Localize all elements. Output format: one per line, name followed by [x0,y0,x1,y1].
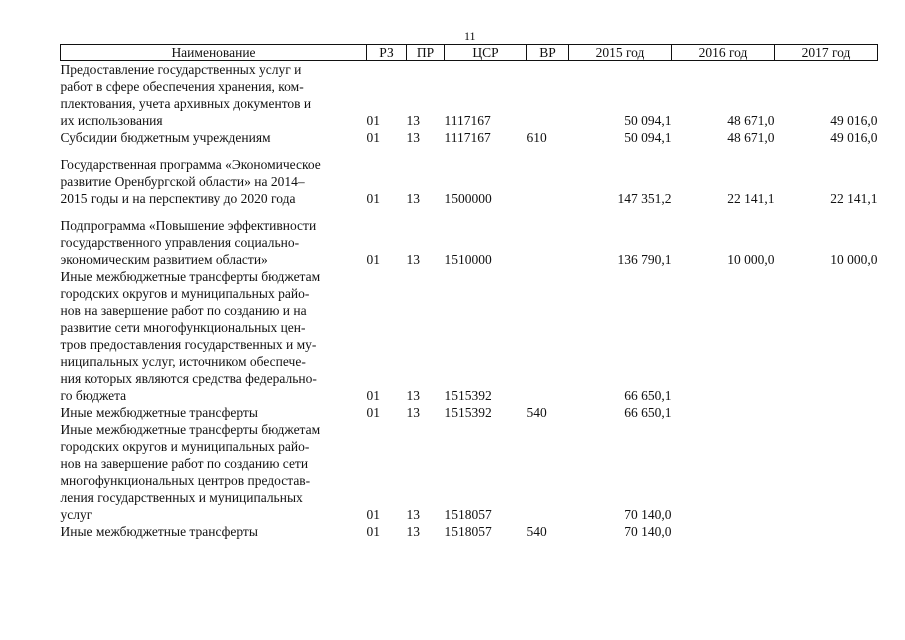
header-name: Наименование [61,45,367,61]
row-y2016 [672,421,775,523]
row-y2017: 10 000,0 [830,252,878,267]
table-row [61,523,878,540]
table-row [61,61,878,130]
header-2015: 2015 год [569,45,672,61]
row-name [61,61,367,130]
row-vr [527,268,569,404]
row-name-line: их использования [60,113,163,128]
row-y2017 [775,523,878,540]
table-header-row [61,45,878,61]
row-name-line: государственного управления социально- [60,235,300,250]
row-y2015: 50 094,1 [624,113,672,128]
row-rz: 01 [366,130,380,145]
row-pr: 13 [406,130,420,145]
row-name-line: 2015 годы и на перспективу до 2020 года [60,191,296,206]
row-name [61,146,367,207]
table-row [61,146,878,207]
header-pr: ПР [407,45,445,61]
row-name [61,404,367,421]
row-y2015: 147 351,2 [617,191,672,206]
row-y2016 [672,404,775,421]
row-name-line: нов на завершение работ по созданию сети [60,456,309,471]
table-row [61,268,878,404]
row-rz: 01 [366,388,380,403]
row-rz: 01 [366,405,380,420]
row-csr: 1515392 [444,388,492,403]
row-vr: 540 [526,524,547,539]
row-vr [527,207,569,268]
table-row [61,207,878,268]
row-name-line: Иные межбюджетные трансферты бюджетам [60,269,321,284]
header-2016: 2016 год [672,45,775,61]
row-vr [527,421,569,523]
row-y2017: 49 016,0 [830,113,878,128]
budget-table [60,44,878,540]
row-name-line: плектования, учета архивных документов и [60,96,312,111]
row-name-line: го бюджета [60,388,127,403]
header-rz: РЗ [367,45,407,61]
row-name-line: Иные межбюджетные трансферты бюджетам [60,422,321,437]
row-y2016: 48 671,0 [727,130,775,145]
row-pr: 13 [406,405,420,420]
row-name [61,523,367,540]
row-csr: 1117167 [444,130,491,145]
row-rz: 01 [366,113,380,128]
table-body [61,61,878,541]
row-name-line: Подпрограмма «Повышение эффективности [60,218,317,233]
row-y2015: 66 650,1 [624,405,672,420]
row-name-line: развитие сети многофункциональных цен- [60,320,306,335]
page-number: 11 [464,29,476,43]
header-2017: 2017 год [775,45,878,61]
table-row [61,404,878,421]
row-pr: 13 [406,252,420,267]
row-name-line: городских округов и муниципальных райо- [60,439,310,454]
row-name [61,207,367,268]
row-name [61,421,367,523]
row-y2015: 66 650,1 [624,388,672,403]
row-pr: 13 [406,388,420,403]
row-vr [527,61,569,130]
row-rz: 01 [366,252,380,267]
row-name-line: Субсидии бюджетным учреждениям [60,130,271,145]
row-name [61,268,367,404]
header-vr: ВР [527,45,569,61]
row-name-line: ния которых являются средства федерально- [60,371,317,386]
row-y2015: 50 094,1 [624,130,672,145]
row-name-line: Иные межбюджетные трансферты [60,405,258,420]
row-vr: 610 [526,130,547,145]
row-name-line: ления государственных и муниципальных [60,490,303,505]
row-name-line: многофункциональных центров предостав- [60,473,311,488]
row-y2017 [775,268,878,404]
row-y2015: 70 140,0 [624,524,672,539]
row-name-line: городских округов и муниципальных райо- [60,286,310,301]
row-y2015: 70 140,0 [624,507,672,522]
row-csr: 1510000 [444,252,492,267]
row-name [61,129,367,146]
table-row [61,421,878,523]
row-rz: 01 [366,507,380,522]
row-vr [527,146,569,207]
row-name-line: Государственная программа «Экономическое [60,157,321,172]
row-y2015: 136 790,1 [617,252,672,267]
row-name-line: Предоставление государственных услуг и [60,62,302,77]
table-row [61,129,878,146]
row-y2016: 10 000,0 [727,252,775,267]
row-name-line: ниципальных услуг, источником обеспече- [60,354,306,369]
row-y2016 [672,268,775,404]
row-vr: 540 [526,405,547,420]
row-y2016: 22 141,1 [727,191,775,206]
row-name-line: нов на завершение работ по созданию и на [60,303,307,318]
row-csr: 1518057 [444,524,492,539]
row-pr: 13 [406,191,420,206]
row-y2017: 22 141,1 [830,191,878,206]
row-csr: 1500000 [444,191,492,206]
row-name-line: услуг [60,507,93,522]
row-rz: 01 [366,524,380,539]
row-y2017 [775,404,878,421]
row-name-line: экономическим развитием области» [60,252,268,267]
row-rz: 01 [366,191,380,206]
row-name-line: Иные межбюджетные трансферты [60,524,258,539]
row-pr: 13 [406,524,420,539]
row-pr: 13 [406,507,420,522]
row-y2016 [672,523,775,540]
row-y2017: 49 016,0 [830,130,878,145]
header-csr: ЦСР [445,45,527,61]
row-csr: 1117167 [444,113,491,128]
row-pr: 13 [406,113,420,128]
row-name-line: работ в сфере обеспечения хранения, ком- [60,79,304,94]
row-csr: 1518057 [444,507,492,522]
row-name-line: развитие Оренбургской области» на 2014– [60,174,305,189]
row-csr: 1515392 [444,405,492,420]
row-name-line: тров предоставления государственных и му- [60,337,317,352]
row-y2017 [775,421,878,523]
row-y2016: 48 671,0 [727,113,775,128]
